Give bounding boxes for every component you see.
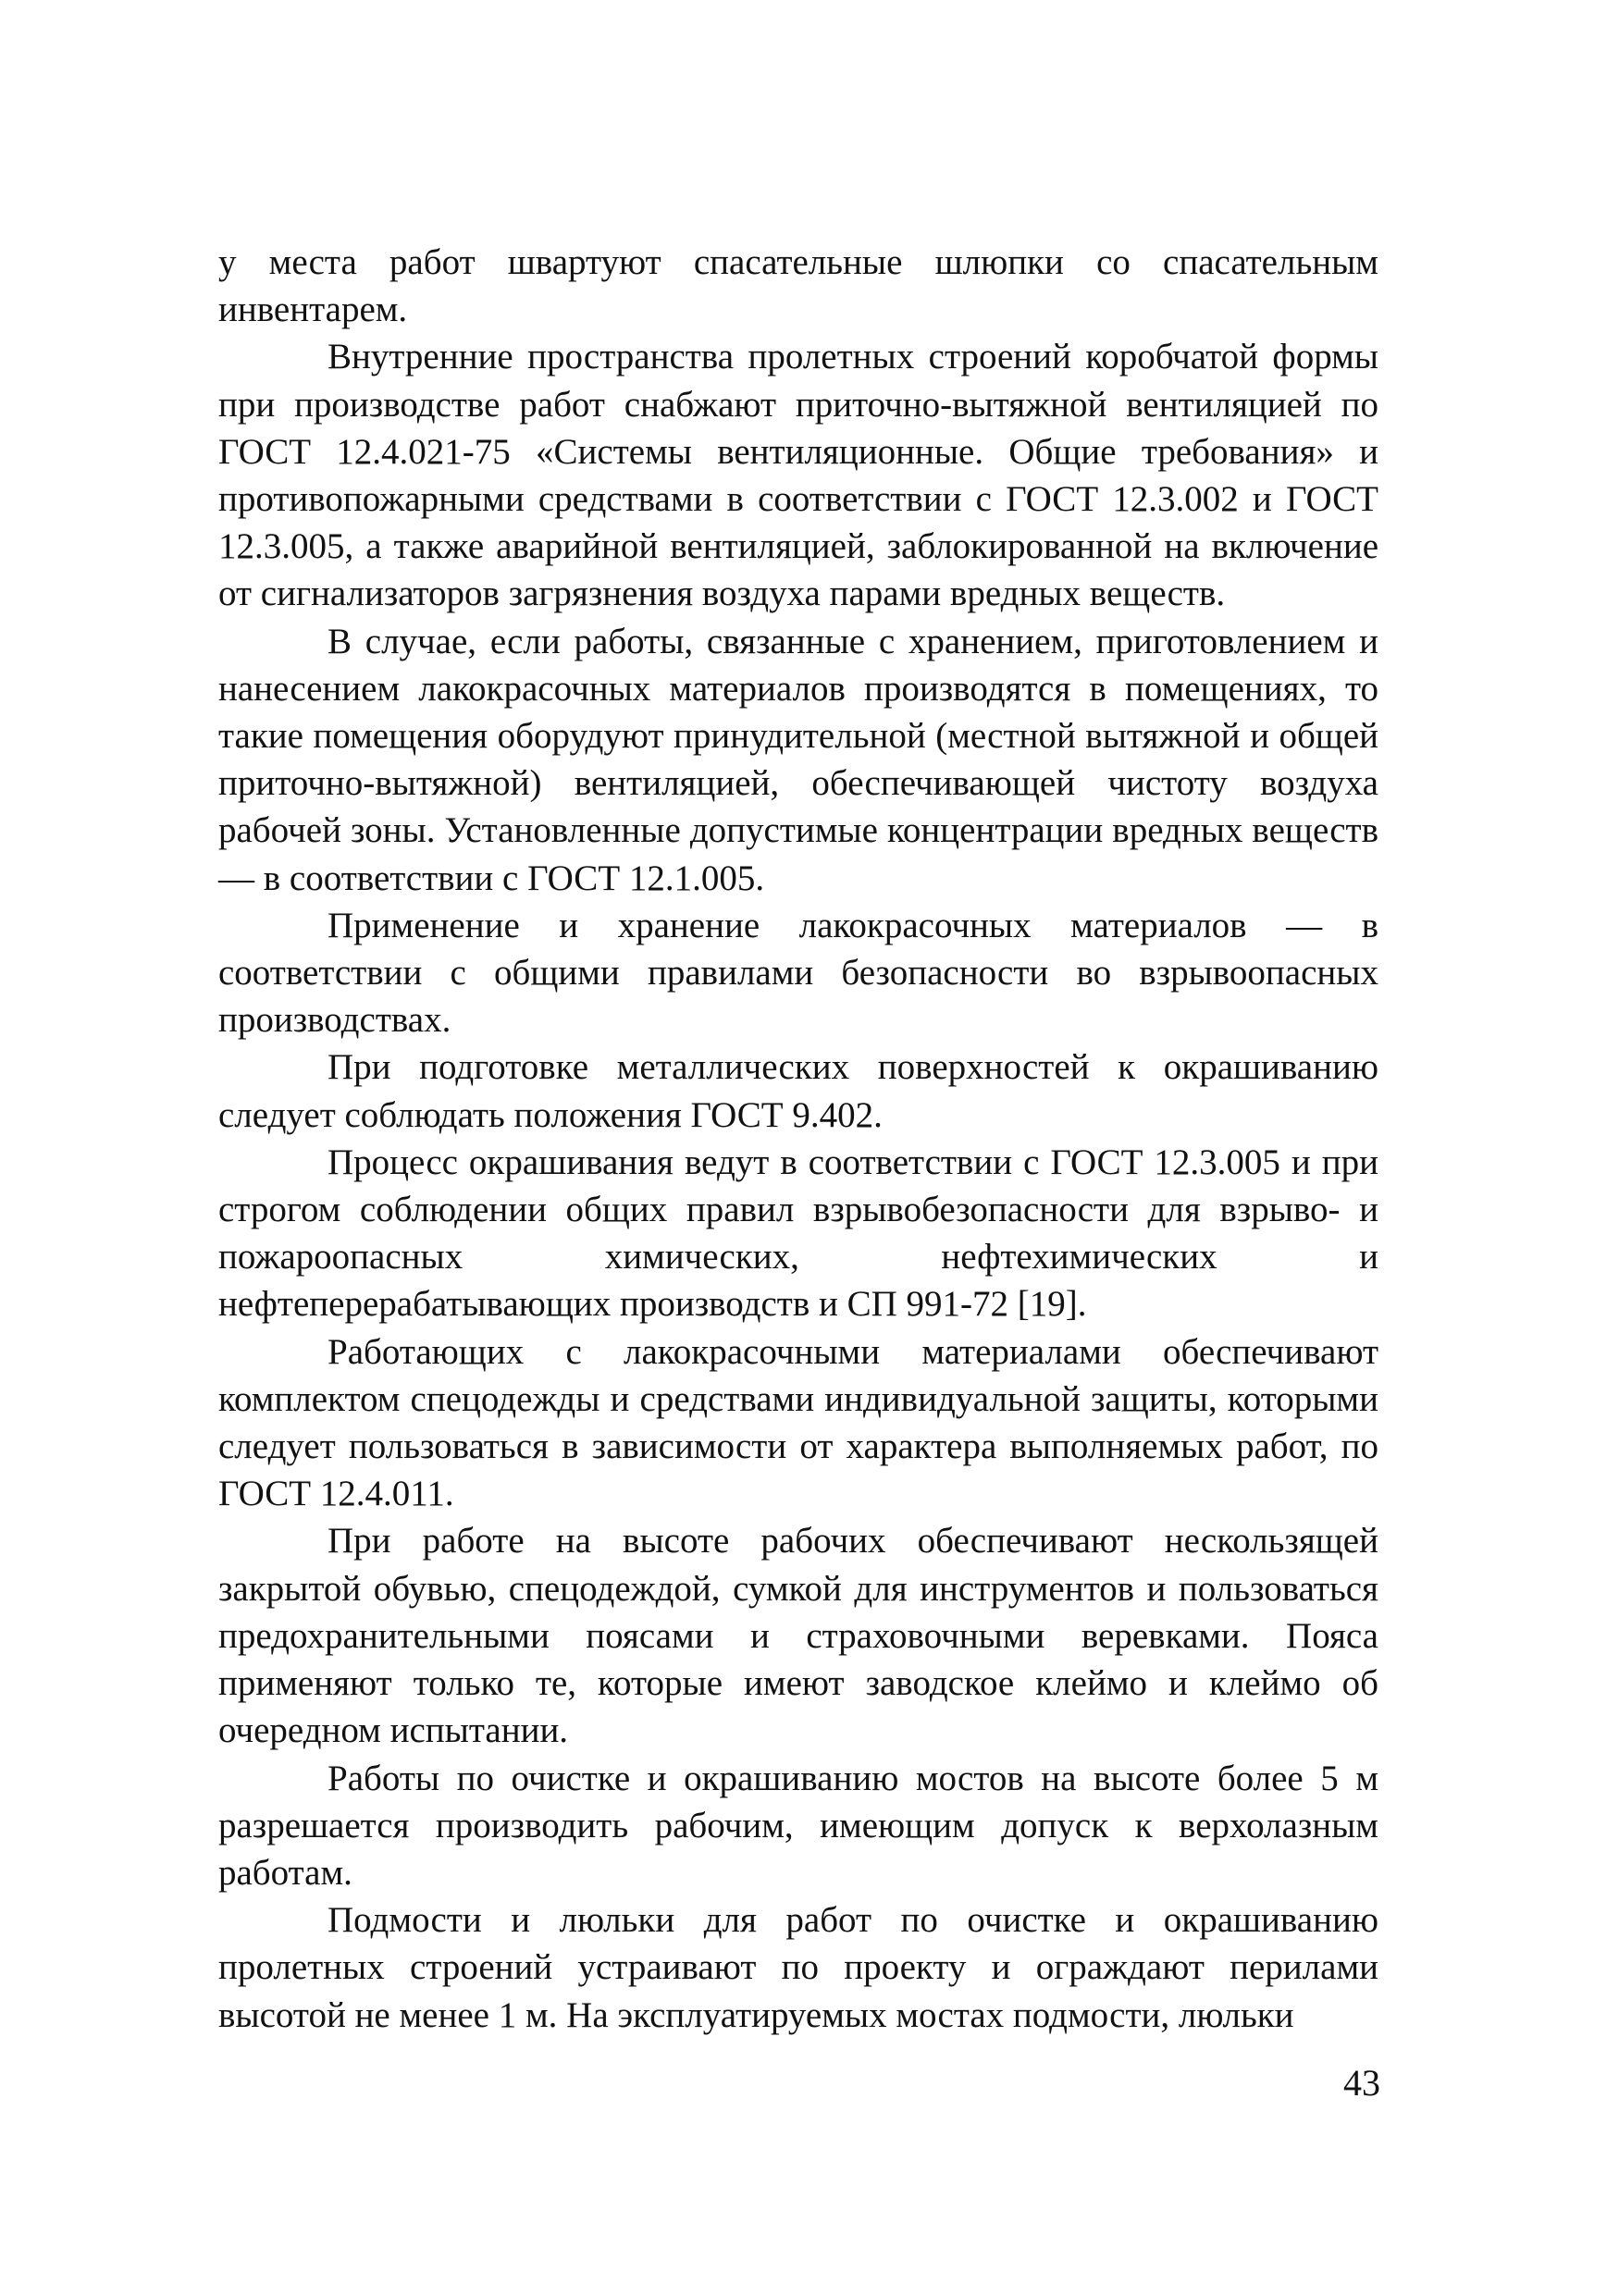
paragraph: При работе на высоте рабочих обеспечивают нескользящей закрытой обувью, спецодеждой, сумкой для инструментов и пользоваться предохранительными поясами и страховочными веревками. Пояса применяют только те, которые имеют заводское клеймо и клеймо об очередном испытании. bbox=[218, 1521, 1378, 1751]
paragraph: Работающих с лакокрасочными материалами обеспечивают комплектом спецодежды и средствами индивидуальной защиты, которыми следует пользоваться в зависимости от характера выполняемых работ, по ГОСТ 12.4.011. bbox=[218, 1331, 1378, 1514]
paragraph: При подготовке металлических поверхностей к окрашиванию следует соблюдать положения ГОСТ 9.402. bbox=[218, 1047, 1378, 1135]
paragraph: Процесс окрашивания ведут в соответствии с ГОСТ 12.3.005 и при строгом соблюдении общих правил взрывобезопасности для взрыво- и пожароопасных химических, нефтехимических и нефтеперерабатывающих производств и СП 991-72 [19]. bbox=[218, 1142, 1378, 1325]
body-text bbox=[218, 239, 1378, 2039]
page-number: 43 bbox=[1343, 2062, 1380, 2104]
paragraph: Подмости и люльки для работ по очистке и окрашиванию пролетных строений устраивают по проекту и ограждают перилами высотой не менее 1 м. На эксплуатируемых мостах подмости, люльки bbox=[218, 1900, 1378, 2035]
paragraph: Применение и хранение лакокрасочных материалов — в соответствии с общими правилами безопасности во взрывоопасных производствах. bbox=[218, 905, 1378, 1041]
paragraph: В случае, если работы, связанные с хранением, приготовлением и нанесением лакокрасочных материалов производятся в помещениях, то такие помещения оборудуют принудительной (местной вытяжной и общей приточно-вытяжной) вентиляцией, обеспечивающей чистоту воздуха рабочей зоны. Установленные допустимые концентрации вредных веществ — в соответствии с ГОСТ 12.1.005. bbox=[218, 621, 1378, 898]
paragraph: Внутренние пространства пролетных строений коробчатой формы при производстве работ снабжают приточно-вытяжной вентиляцией по ГОСТ 12.4.021-75 «Системы вентиляционные. Общие требования» и противопожарными средствами в соответствии с ГОСТ 12.3.002 и ГОСТ 12.3.005, а также аварийной вентиляцией, заблокированной на включение от сигнализаторов загрязнения воздуха парами вредных веществ. bbox=[218, 337, 1378, 614]
paragraph: Работы по очистке и окрашиванию мостов на высоте более 5 м разрешается производить рабочим, имеющим допуск к верхолазным работам. bbox=[218, 1758, 1378, 1893]
paragraph-continuation: у места работ швартуют спасательные шлюпки со спасательным инвентарем. bbox=[218, 242, 1378, 330]
